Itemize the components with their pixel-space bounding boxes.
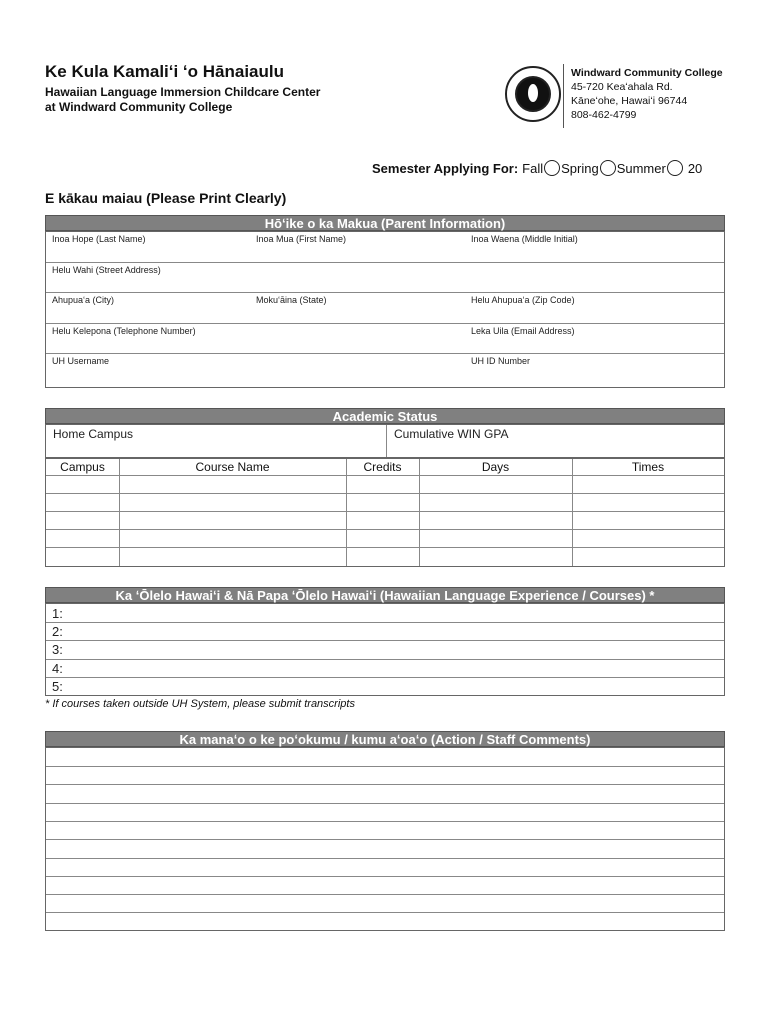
middle-initial-label: Inoa Waena (Middle Initial): [471, 234, 578, 244]
course-row-3-name[interactable]: [121, 513, 348, 530]
header-divider: [563, 64, 564, 128]
academic-status-box: [45, 424, 725, 458]
transcript-footnote: * If courses taken outside UH System, please submit transcripts: [45, 698, 355, 710]
email-field[interactable]: [469, 337, 723, 354]
semester-label: Semester Applying For:: [372, 160, 519, 176]
academic-status-header: Academic Status: [45, 408, 725, 424]
col-course-name: Course Name: [195, 460, 270, 474]
last-name-label: Inoa Hope (Last Name): [52, 234, 146, 244]
center-title: Ke Kula Kamaliʻi ʻo Hānaiaulu: [45, 62, 285, 81]
col-times: Times: [631, 460, 665, 474]
college-seal-icon: [505, 66, 561, 122]
course-row-4-times[interactable]: [574, 531, 726, 548]
home-campus-label: Home Campus: [53, 427, 134, 441]
first-name-label: Inoa Mua (First Name): [256, 234, 347, 244]
course-row-2-campus[interactable]: [48, 495, 122, 512]
course-row-4-days[interactable]: [421, 531, 575, 548]
gpa-label: Cumulative WIN GPA: [394, 427, 509, 441]
semester-summer-radio[interactable]: [667, 160, 683, 176]
course-row-4-campus[interactable]: [48, 531, 122, 548]
comments-box: [45, 747, 725, 931]
course-row-1-credits[interactable]: [348, 477, 422, 494]
course-table: [45, 458, 725, 567]
course-row-2-name[interactable]: [121, 495, 348, 512]
course-row-3-credits[interactable]: [348, 513, 422, 530]
course-row-5-campus[interactable]: [48, 549, 122, 566]
parent-info-header: Hōʻike o ka Makua (Parent Information): [45, 215, 725, 231]
middle-initial-field[interactable]: [469, 246, 723, 263]
course-row-5-name[interactable]: [121, 549, 348, 566]
language-row-4-field[interactable]: [72, 661, 724, 678]
print-instruction: E kākau maiau (Please Print Clearly): [45, 190, 287, 206]
last-name-field[interactable]: [50, 246, 254, 263]
course-row-2-credits[interactable]: [348, 495, 422, 512]
semester-spring-radio[interactable]: [600, 160, 616, 176]
center-subtitle-2: at Windward Community College: [45, 100, 233, 114]
semester-option-spring-label: Spring: [561, 160, 599, 176]
course-row-1-times[interactable]: [574, 477, 726, 494]
language-row-2-label: 2:: [52, 624, 63, 639]
language-row-4-label: 4:: [52, 661, 63, 676]
uh-id-label: UH ID Number: [471, 356, 531, 366]
center-subtitle: Hawaiian Language Immersion Childcare Center: [45, 85, 321, 99]
course-row-3-times[interactable]: [574, 513, 726, 530]
course-row-5-times[interactable]: [574, 549, 726, 566]
uh-username-field[interactable]: [50, 368, 468, 386]
state-label: Mokuʻāina (State): [256, 295, 327, 305]
language-row-1-field[interactable]: [72, 606, 724, 623]
zip-label: Helu Ahupuaʻa (Zip Code): [471, 295, 575, 305]
course-row-5-days[interactable]: [421, 549, 575, 566]
language-row-5-field[interactable]: [72, 679, 724, 696]
comments-header: Ka manaʻo o ke poʻokumu / kumu aʻoaʻo (Action / Staff Comments): [45, 731, 725, 747]
phone-field[interactable]: [50, 337, 468, 354]
uh-username-label: UH Username: [52, 356, 110, 366]
phone-label: Helu Kelepona (Telephone Number): [52, 326, 196, 336]
semester-option-summer-label: Summer: [616, 160, 666, 176]
zip-field[interactable]: [469, 306, 723, 323]
first-name-field[interactable]: [254, 246, 468, 263]
course-row-4-name[interactable]: [121, 531, 348, 548]
college-phone: 808-462-4799: [571, 109, 637, 121]
college-name: Windward Community College: [571, 67, 723, 79]
course-row-2-times[interactable]: [574, 495, 726, 512]
college-address-line2: Kāneʻohe, Hawaiʻi 96744: [571, 95, 688, 107]
semester-option-fall-label: Fall: [522, 160, 544, 176]
college-address-line1: 45-720 Keaʻahala Rd.: [571, 81, 673, 93]
col-days: Days: [481, 460, 510, 474]
staff-comments-field[interactable]: [50, 750, 724, 930]
city-label: Ahupuaʻa (City): [52, 295, 115, 305]
gpa-field[interactable]: [392, 441, 724, 458]
course-row-2-days[interactable]: [421, 495, 575, 512]
language-row-3-label: 3:: [52, 642, 63, 657]
course-row-3-days[interactable]: [421, 513, 575, 530]
language-box: [45, 603, 725, 696]
language-row-3-field[interactable]: [72, 642, 724, 659]
parent-info-box: [45, 231, 725, 388]
course-row-1-campus[interactable]: [48, 477, 122, 494]
uh-id-field[interactable]: [469, 368, 723, 386]
col-credits: Credits: [363, 460, 402, 474]
email-label: Leka Uila (Email Address): [471, 326, 575, 336]
course-row-3-campus[interactable]: [48, 513, 122, 530]
state-field[interactable]: [254, 306, 468, 323]
semester-year-prefix: 20: [687, 160, 703, 176]
semester-selector: [372, 160, 702, 176]
street-label: Helu Wahi (Street Address): [52, 265, 161, 275]
street-field[interactable]: [50, 276, 724, 293]
course-row-1-days[interactable]: [421, 477, 575, 494]
city-field[interactable]: [50, 306, 254, 323]
col-campus: Campus: [60, 460, 105, 474]
language-row-5-label: 5:: [52, 679, 63, 694]
language-row-2-field[interactable]: [72, 624, 724, 641]
course-row-1-name[interactable]: [121, 477, 348, 494]
semester-fall-radio[interactable]: [544, 160, 560, 176]
language-row-1-label: 1:: [52, 606, 63, 621]
language-header: Ka ʻŌlelo Hawaiʻi & Nā Papa ʻŌlelo Hawaiʻi (Hawaiian Language Experience / Courses) *: [45, 587, 725, 603]
home-campus-field[interactable]: [51, 441, 385, 458]
course-row-5-credits[interactable]: [348, 549, 422, 566]
course-row-4-credits[interactable]: [348, 531, 422, 548]
